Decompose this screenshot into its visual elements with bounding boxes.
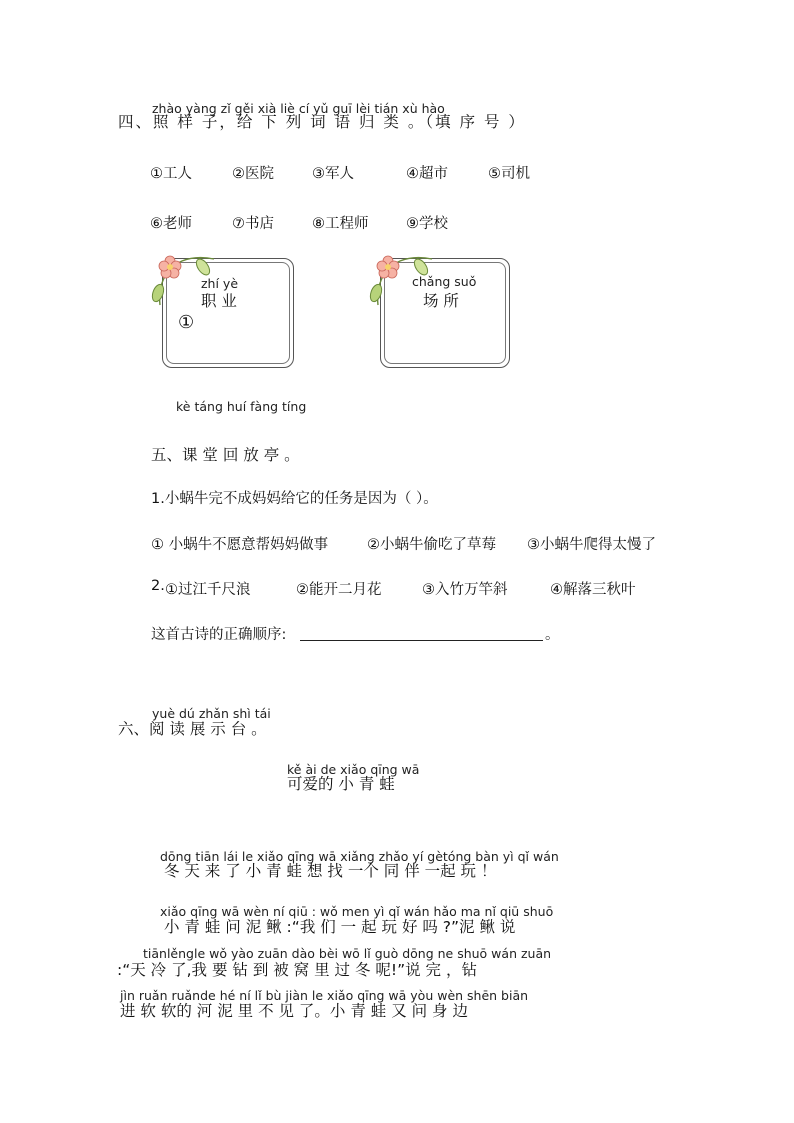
q1-option-3: ③小蜗牛爬得太慢了 <box>527 537 656 553</box>
story-line-4-pinyin: jìn ruǎn ruǎnde hé ní lǐ bù jiàn le xiǎo qīng wā yòu wèn shēn biān <box>120 988 529 1003</box>
story-line-3-pinyin: tiānlěngle wǒ yào zuān dào bèi wō lǐ guò dōng ne shuō wán zuān <box>143 946 552 961</box>
box2-label: 场 所 <box>423 292 459 310</box>
item-7: ⑦书店 <box>232 216 274 232</box>
story-title-pinyin: kě ài de xiǎo qīng wā <box>287 762 420 777</box>
story-line-3: :“天 冷 了,我 要 钻 到 被 窝 里 过 冬 呢!”说 完 ，钻 <box>117 961 477 979</box>
q2-answer-blank[interactable] <box>300 640 543 641</box>
q1-option-2: ②小蜗牛偷吃了草莓 <box>367 537 496 553</box>
sec4-items-row1 <box>150 162 570 183</box>
q2-answer-label: 这首古诗的正确顺序: <box>151 627 287 643</box>
item-8: ⑧工程师 <box>312 216 369 232</box>
item-9: ⑨学校 <box>406 216 448 232</box>
item-5: ⑤司机 <box>488 166 530 182</box>
q2-answer-end: 。 <box>545 627 560 643</box>
sec5-question-2 <box>151 578 691 599</box>
sec4-title-pinyin: zhào yàng zǐ gěi xià liè cí yǔ guī lèi tián xù hào <box>152 101 445 116</box>
sec5-title-pinyin: kè táng huí fàng tíng <box>176 399 307 414</box>
sec4-title: 四、照 样 子，给 下 列 词 语 归 类 。（填 序 号 ） <box>118 113 526 131</box>
box1-pinyin: zhí yè <box>201 276 239 291</box>
box1-content: ① <box>178 312 195 333</box>
box2-pinyin: chǎng suǒ <box>412 274 477 289</box>
item-1: ①工人 <box>150 166 192 182</box>
q2-option-4: ④解落三秋叶 <box>550 582 636 598</box>
box1-label: 职 业 <box>201 292 237 310</box>
sec5-q1-options <box>151 533 691 554</box>
q2-prefix: 2. <box>151 578 165 594</box>
q2-option-2: ②能开二月花 <box>296 582 382 598</box>
story-title: 可爱的 小 青 蛙 <box>287 775 395 793</box>
story-line-1-pinyin: dōng tiān lái le xiǎo qīng wā xiǎng zhǎo yí gètóng bàn yì qǐ wán <box>160 849 559 864</box>
sec6-title-pinyin: yuè dú zhǎn shì tái <box>152 706 271 721</box>
sec4-items-row2 <box>150 212 550 233</box>
sec6-title: 六、阅 读 展 示 台 。 <box>118 720 267 738</box>
story-line-2-pinyin: xiǎo qīng wā wèn ní qiū : wǒ men yì qǐ wán hǎo ma nǐ qiū shuō <box>160 904 554 919</box>
q2-option-1: ①过江千尺浪 <box>165 582 251 598</box>
sec5-title: 五、课 堂 回 放 亭 。 <box>151 446 300 464</box>
sec5-question-1: 1.小蜗牛完不成妈妈给它的任务是因为（ ）。 <box>151 491 438 507</box>
item-6: ⑥老师 <box>150 216 192 232</box>
item-3: ③军人 <box>312 166 354 182</box>
item-4: ④超市 <box>406 166 448 182</box>
story-line-1: 冬 天 来 了 小 青 蛙 想 找 一个 同 伴 一起 玩 ！ <box>164 862 497 880</box>
q1-option-1: ① 小蜗牛不愿意帮妈妈做事 <box>151 537 329 553</box>
story-line-2: 小 青 蛙 问 泥 鳅 :“我 们 一 起 玩 好 吗 ?”泥 鳅 说 <box>164 918 516 936</box>
q2-option-3: ③入竹万竿斜 <box>422 582 508 598</box>
story-line-4: 进 软 软的 河 泥 里 不 见 了。小 青 蛙 又 问 身 边 <box>120 1002 468 1020</box>
item-2: ②医院 <box>232 166 274 182</box>
